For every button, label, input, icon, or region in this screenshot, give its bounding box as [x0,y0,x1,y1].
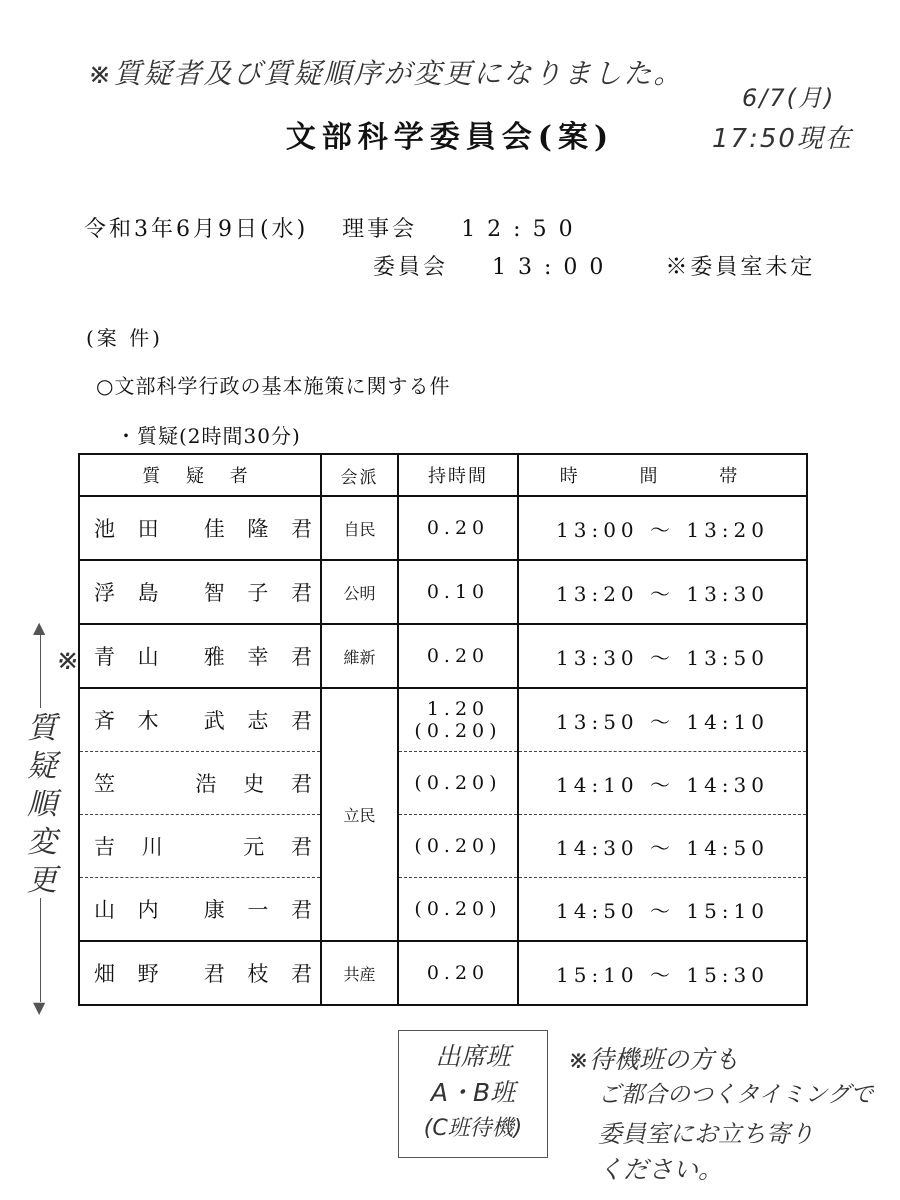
questioner-name: 池 田 佳 隆 君 [79,496,321,560]
arrow-down-icon: ▼ [33,998,46,1017]
attendance-group-box [398,1030,548,1158]
duration-cell: 0.10 [398,560,518,624]
questioner-name: 畑 野 君 枝 君 [79,941,321,1005]
party-cell: 自民 [321,496,398,560]
questioner-name: 斉 木 武 志 君 [79,688,321,752]
standby-note-line: ください。 [598,1155,724,1184]
standby-note-line: ※待機班の方も [568,1045,739,1074]
duration-individual: (0.20) [414,720,502,742]
questioning-subitem: ・質疑(2時間30分) [116,424,301,448]
duration-cell: (0.20) [398,752,518,815]
duration-cell: 0.20 [398,941,518,1005]
table-row [79,560,807,624]
box-line: A・B班 [430,1078,516,1107]
header-duration: 持時間 [398,454,518,496]
time-slot-cell: 13:00 〜 13:20 [518,496,807,560]
meeting-date-line [84,212,585,243]
duration-cell: (0.20) [398,878,518,942]
vertical-bracket-line-top [40,628,41,708]
table-row [79,688,807,752]
party-cell: 共産 [321,941,398,1005]
agenda-item: ○文部科学行政の基本施策に関する件 [96,374,451,398]
table-row [79,878,807,942]
time-slot-cell: 13:30 〜 13:50 [518,624,807,688]
box-line: (C班待機) [423,1116,523,1141]
party-cell: 公明 [321,560,398,624]
vertical-bracket-line-bottom [40,898,41,1002]
table-row [79,496,807,560]
side-label-order-changed: 質 疑 順 変 更 [27,711,57,898]
board-label: 理事会 [342,217,418,242]
time-slot-cell: 13:20 〜 13:30 [518,560,807,624]
arrow-up-icon: ▲ [33,618,46,637]
change-notice: ※質疑者及び質疑順序が変更になりました。 [88,57,684,90]
header-questioner: 質 疑 者 [79,454,321,496]
box-line: 出席班 [435,1042,511,1071]
committee-label: 委員会 [373,255,449,280]
agenda-heading: (案 件) [86,326,163,350]
duration-total: 1.20 [426,698,490,720]
room-note: ※委員室未定 [665,255,816,280]
time-slot-cell: 14:30 〜 14:50 [518,815,807,878]
party-cell: 維新 [321,624,398,688]
questioner-name: 吉 川 元 君 [79,815,321,878]
time-slot-cell: 14:50 〜 15:10 [518,878,807,942]
questioner-name: 笠 浩 史 君 [79,752,321,815]
table-row [79,752,807,815]
time-slot-cell: 14:10 〜 14:30 [518,752,807,815]
row-change-mark: ※ [56,643,82,676]
questioner-name: 山 内 康 一 君 [79,878,321,942]
duration-cell: 0.20 [398,624,518,688]
board-time: 12:50 [461,217,585,242]
committee-line [373,250,815,281]
header-party: 会派 [321,454,398,496]
standby-note-line: 委員室にお立ち寄り [598,1120,814,1148]
table-row [79,815,807,878]
questioner-name: 浮 島 智 子 君 [79,560,321,624]
page-title: 文部科学委員会(案) [285,120,615,155]
header-time-slot: 時 間 帯 [518,454,807,496]
questioner-name: 青 山 雅 幸 君 [79,624,321,688]
meeting-date: 令和3年6月9日(水) [84,217,309,242]
duration-cell: (0.20) [398,815,518,878]
standby-note-line: ご都合のつくタイミングで [598,1082,874,1108]
duration-cell [398,688,518,752]
time-slot-cell: 15:10 〜 15:30 [518,941,807,1005]
time-slot-cell: 13:50 〜 14:10 [518,688,807,752]
handwritten-date: 6/7(月) [742,84,836,112]
committee-time: 13:00 [492,255,616,280]
handwritten-as-of-time: 17:50現在 [712,124,853,154]
questioner-schedule-table [78,453,808,1006]
table-row [79,941,807,1005]
table-row [79,624,807,688]
duration-cell: 0.20 [398,496,518,560]
party-cell-merged: 立民 [321,688,398,941]
table-header-row [79,454,807,496]
